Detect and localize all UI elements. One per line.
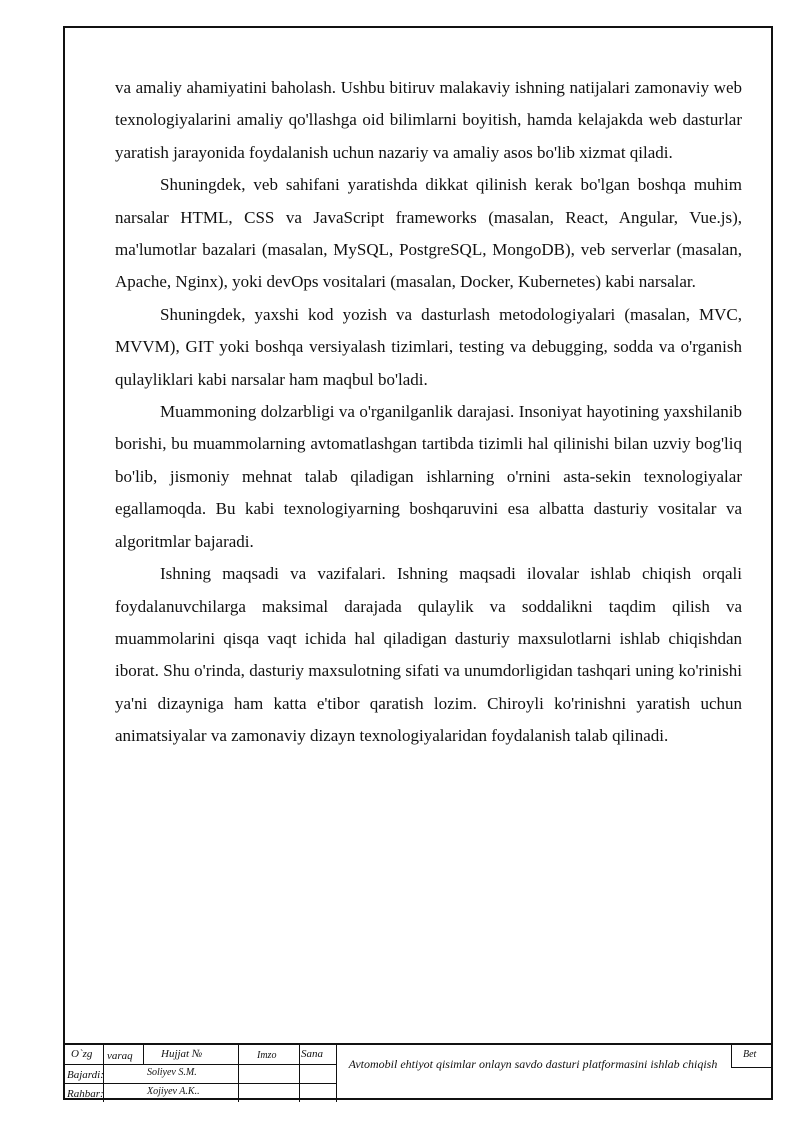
grid-line: [143, 1045, 144, 1064]
grid-line: [731, 1045, 732, 1067]
paragraph: Shuningdek, yaxshi kod yozish va dasturlash metodologiyalari (masalan, MVC, MVVM), GIT yoki boshqa versiyalash tizimlari, testing va debugging, sodda va o'rganish qulayliklari kabi narsalar ham maqbul bo'ladi.: [115, 304, 742, 389]
paragraph: Muammoning dolzarbligi va o'rganilganlik darajasi. Insoniyat hayotining yaxshilanib borishi, bu muammolarning avtomatlashgan tartibda tizimli hal qilinishi bilan uzviy bog'liq bo'lib, jismoniy mehnat talab qiladigan ishlarning o'rnini asta-sekin texnologiyalar egallamoqda. Bu kabi texnologiyarning boshqaruvini esa albatta dasturiy vositalar va algoritmlar bajaradi.: [115, 402, 742, 551]
imzo-label: Imzo: [257, 1050, 277, 1061]
grid-line: [238, 1045, 239, 1102]
grid-line: [63, 1064, 336, 1065]
rahbar-name: Xojiyev A.K..: [147, 1086, 200, 1097]
bet-label: Bet: [743, 1049, 757, 1060]
rahbar-label: Rahbar:: [67, 1088, 104, 1100]
document-title: Avtomobil ehtiyot qisimlar onlayn savdo dasturi platformasini ishlab chiqish: [348, 1057, 718, 1071]
paragraph: Shuningdek, veb sahifani yaratishda dikkat qilinish kerak bo'lgan boshqa muhim narsalar HTML, CSS va JavaScript frameworks (masalan, React, Angular, Vue.js), ma'lumotlar bazalari (masalan, MySQL, PostgreSQL, MongoDB), veb serverlar (masalan, Apache, Nginx), yoki devOps vositalari (masalan, Docker, Kubernetes) kabi narsalar.: [115, 175, 742, 292]
grid-line: [63, 1083, 336, 1084]
grid-line: [336, 1045, 337, 1102]
hujjat-label: Hujjat №: [161, 1048, 203, 1060]
sana-label: Sana: [301, 1048, 323, 1060]
document-body: [115, 72, 742, 753]
bajardi-label: Bajardi:: [67, 1069, 104, 1081]
paragraph: va amaliy ahamiyatini baholash. Ushbu bitiruv malakaviy ishning natijalari zamonaviy web texnologiyalarini amaliy qo'llashga oid bilimlarni boyitish, hamda kelajakda web dasturlar yaratish jarayonida foydalanish uchun nazariy va amaliy asos bo'lib xizmat qiladi.: [115, 78, 742, 162]
grid-line: [299, 1045, 300, 1102]
title-block: [63, 1043, 773, 1102]
varaq-label: varaq: [107, 1050, 133, 1062]
ozg-label: O`zg: [71, 1048, 93, 1060]
paragraph: Ishning maqsadi va vazifalari. Ishning maqsadi ilovalar ishlab chiqish orqali foydalanuvchilarga maksimal darajada qulaylik va soddalikni taqdim qilish va muammolarini qisqa vaqt ichida hal qiladigan dasturiy maxsulotlarni ishlab chiqishdan iborat. Shu o'rinda, dasturiy maxsulotning sifati va unumdorligidan tashqari uning ko'rinishi ya'ni dizayniga ham katta e'tibor qaratish lozim. Chiroyli ko'rinishni yaratish uchun animatsiyalar va zamonaviy dizayn texnologiyalaridan foydalanish talab qilinadi.: [115, 564, 742, 746]
bajardi-name: Soliyev S.M.: [147, 1067, 197, 1078]
grid-line: [731, 1067, 773, 1068]
